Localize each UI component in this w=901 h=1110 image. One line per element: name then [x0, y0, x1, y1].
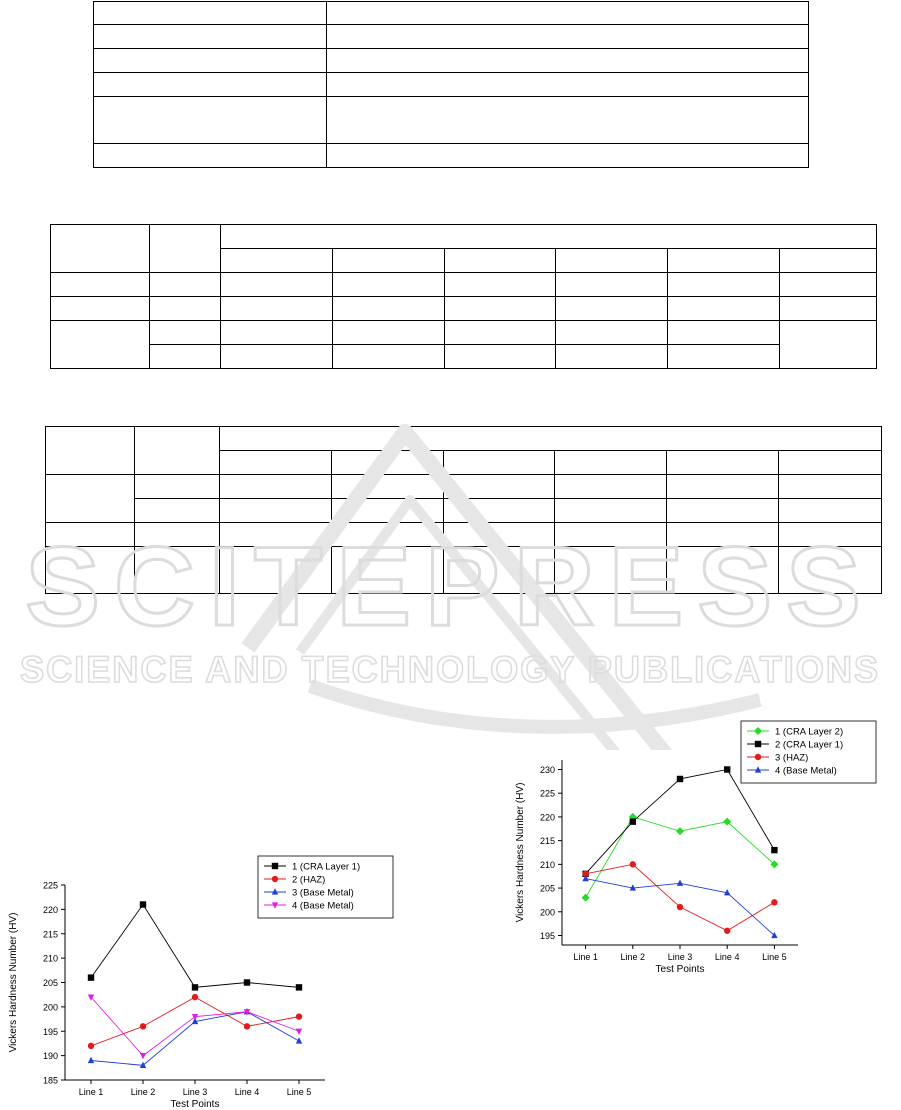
- table-cell: [221, 225, 877, 249]
- data-point: [192, 994, 198, 1000]
- data-point: [677, 904, 683, 910]
- table-cell: [556, 249, 668, 273]
- y-tick-label: 230: [539, 764, 555, 775]
- data-point: [88, 1043, 94, 1049]
- table-row: [51, 321, 877, 345]
- x-tick-label: Line 4: [234, 1087, 260, 1097]
- table-cell: [327, 49, 809, 73]
- table-cell: [135, 475, 220, 499]
- table-row: [94, 49, 809, 73]
- table-cell: [444, 499, 555, 523]
- y-tick-label: 195: [539, 931, 555, 942]
- table-cell: [445, 345, 556, 369]
- table-cell: [332, 451, 444, 475]
- x-axis-label: Test Points: [170, 1099, 220, 1110]
- y-tick-label: 220: [42, 904, 58, 915]
- data-point: [677, 776, 683, 782]
- y-tick-label: 200: [42, 1002, 58, 1013]
- table-cell: [220, 499, 332, 523]
- table-row: [94, 2, 809, 25]
- legend-label: 1 (CRA Layer 1): [292, 861, 361, 873]
- data-point: [724, 766, 730, 772]
- hardness-chart-2: [508, 720, 901, 982]
- table-cell: [333, 345, 445, 369]
- table-cell: [51, 321, 150, 369]
- data-point: [676, 827, 684, 835]
- table-cell: [779, 547, 882, 594]
- table-cell: [94, 144, 327, 168]
- y-tick-label: 205: [539, 883, 555, 894]
- table-cell: [332, 499, 444, 523]
- table-row: [51, 297, 877, 321]
- table-cell: [333, 249, 445, 273]
- table-cell: [556, 297, 668, 321]
- table-cell: [46, 547, 135, 594]
- table-row: [94, 73, 809, 97]
- table-cell: [51, 225, 150, 273]
- table-row: [51, 225, 877, 249]
- table-row: [51, 345, 877, 369]
- table-cell: [780, 321, 877, 369]
- table-cell: [135, 547, 220, 594]
- legend-label: 4 (Base Metal): [775, 765, 837, 777]
- data-point: [88, 1057, 94, 1063]
- table-cell: [220, 451, 332, 475]
- table-cell: [135, 499, 220, 523]
- table-cell: [668, 297, 780, 321]
- table-row: [46, 547, 882, 594]
- table-cell: [220, 427, 882, 451]
- table-cell: [780, 249, 877, 273]
- x-tick-label: Line 3: [667, 952, 693, 962]
- table-cell: [332, 547, 444, 594]
- table-cell: [220, 475, 332, 499]
- table-1: [93, 1, 809, 168]
- data-point: [192, 1014, 198, 1020]
- x-tick-label: Line 1: [573, 952, 598, 962]
- y-tick-label: 190: [42, 1051, 58, 1062]
- table-cell: [327, 97, 809, 144]
- data-point: [724, 928, 730, 934]
- table-cell: [555, 523, 667, 547]
- data-point: [296, 1013, 302, 1019]
- table-cell: [150, 321, 221, 345]
- table-cell: [445, 273, 556, 297]
- data-point: [630, 818, 636, 824]
- x-tick-label: Line 3: [182, 1087, 208, 1097]
- data-point: [296, 1037, 302, 1043]
- y-tick-label: 200: [539, 907, 555, 918]
- series-line: [586, 864, 775, 930]
- table-cell: [445, 249, 556, 273]
- y-tick-label: 225: [42, 880, 58, 891]
- table-cell: [668, 273, 780, 297]
- x-tick-label: Line 4: [714, 952, 740, 962]
- y-tick-label: 205: [42, 978, 58, 988]
- data-point: [192, 984, 198, 990]
- table-cell: [445, 297, 556, 321]
- table-cell: [94, 2, 327, 25]
- x-axis-label: Test Points: [655, 964, 705, 975]
- table-cell: [555, 475, 667, 499]
- data-point: [771, 847, 777, 853]
- data-point: [88, 974, 94, 980]
- table-cell: [667, 451, 779, 475]
- table-cell: [221, 297, 333, 321]
- watermark-tagline: SCIENCE AND TECHNOLOGY PUBLICATIONS: [20, 649, 880, 690]
- table-cell: [135, 427, 220, 475]
- table-cell: [444, 547, 555, 594]
- legend-swatch-marker: [755, 741, 761, 747]
- hardness-chart-1: [0, 855, 430, 1110]
- table-cell: [94, 97, 327, 144]
- table-row: [46, 499, 882, 523]
- watermark-brand: SCITEPRESS: [25, 524, 875, 649]
- table-cell: [445, 321, 556, 345]
- legend-label: 3 (Base Metal): [292, 887, 354, 899]
- y-tick-label: 220: [539, 812, 555, 823]
- table-row: [46, 475, 882, 499]
- table-cell: [332, 475, 444, 499]
- table-cell: [94, 25, 327, 49]
- data-point: [630, 861, 636, 867]
- series-line: [91, 997, 299, 1056]
- table-row: [46, 523, 882, 547]
- table-cell: [46, 475, 135, 523]
- table-cell: [556, 321, 668, 345]
- table-cell: [51, 297, 150, 321]
- table-cell: [780, 297, 877, 321]
- y-tick-label: 210: [42, 953, 58, 964]
- data-point: [296, 984, 302, 990]
- table-cell: [94, 73, 327, 97]
- table-cell: [94, 49, 327, 73]
- table-cell: [667, 523, 779, 547]
- table-3: [45, 426, 882, 594]
- table-cell: [135, 523, 220, 547]
- table-cell: [668, 321, 780, 345]
- y-tick-label: 225: [539, 788, 555, 799]
- table-cell: [555, 451, 667, 475]
- table-cell: [221, 273, 333, 297]
- table-cell: [220, 523, 332, 547]
- series-group: [582, 861, 777, 934]
- table-row: [94, 144, 809, 168]
- table-cell: [333, 297, 445, 321]
- legend-label: 2 (CRA Layer 1): [775, 739, 844, 751]
- table-cell: [444, 523, 555, 547]
- table-cell: [221, 321, 333, 345]
- table-cell: [220, 547, 332, 594]
- table-2: [50, 224, 877, 369]
- table-cell: [668, 345, 780, 369]
- table-cell: [555, 499, 667, 523]
- series-group: [88, 995, 302, 1060]
- table-cell: [150, 225, 221, 273]
- table-cell: [555, 547, 667, 594]
- table-row: [46, 427, 882, 451]
- table-cell: [556, 345, 668, 369]
- table-cell: [327, 144, 809, 168]
- y-axis-label: Vickers Hardness Number (HV): [8, 912, 19, 1053]
- x-tick-label: Line 1: [78, 1087, 104, 1097]
- table-cell: [667, 547, 779, 594]
- y-tick-label: 185: [42, 1075, 58, 1086]
- table-cell: [444, 475, 555, 499]
- data-point: [140, 1053, 146, 1059]
- legend-label: 4 (Base Metal): [292, 900, 354, 912]
- x-tick-label: Line 5: [762, 952, 787, 962]
- table-cell: [150, 297, 221, 321]
- table-cell: [779, 499, 882, 523]
- table-cell: [46, 427, 135, 475]
- table-cell: [332, 523, 444, 547]
- table-cell: [667, 475, 779, 499]
- table-cell: [333, 273, 445, 297]
- data-point: [296, 1029, 302, 1035]
- y-axis-label: Vickers Hardness Number (HV): [515, 782, 526, 923]
- table-cell: [779, 523, 882, 547]
- table-row: [94, 25, 809, 49]
- table-cell: [444, 451, 555, 475]
- data-point: [771, 899, 777, 905]
- data-point: [677, 880, 683, 886]
- legend-swatch-marker: [272, 863, 278, 869]
- y-tick-label: 195: [42, 1026, 58, 1037]
- table-row: [94, 97, 809, 144]
- table-cell: [668, 249, 780, 273]
- table-cell: [327, 2, 809, 25]
- table-cell: [667, 499, 779, 523]
- table-cell: [51, 273, 150, 297]
- data-point: [140, 1023, 146, 1029]
- x-tick-label: Line 5: [286, 1087, 312, 1097]
- series-group: [582, 813, 779, 902]
- data-point: [771, 932, 777, 938]
- legend-label: 3 (HAZ): [775, 752, 809, 764]
- legend-label: 2 (HAZ): [292, 874, 326, 886]
- x-tick-label: Line 2: [620, 952, 646, 962]
- legend-swatch-marker: [755, 754, 761, 760]
- table-cell: [780, 273, 877, 297]
- table-cell: [327, 25, 809, 49]
- table-cell: [333, 321, 445, 345]
- table-cell: [221, 345, 333, 369]
- x-tick-label: Line 2: [130, 1087, 156, 1097]
- legend-swatch-marker: [272, 876, 278, 882]
- y-tick-label: 210: [539, 859, 555, 870]
- table-cell: [150, 273, 221, 297]
- table-cell: [779, 475, 882, 499]
- table-cell: [779, 451, 882, 475]
- y-tick-label: 215: [42, 929, 58, 940]
- series-line: [586, 769, 775, 873]
- data-point: [582, 894, 590, 902]
- data-point: [140, 901, 146, 907]
- legend-label: 1 (CRA Layer 2): [775, 726, 844, 738]
- table-cell: [556, 273, 668, 297]
- table-cell: [46, 523, 135, 547]
- table-cell: [150, 345, 221, 369]
- table-row: [51, 273, 877, 297]
- table-cell: [327, 73, 809, 97]
- table-cell: [221, 249, 333, 273]
- data-point: [244, 1023, 250, 1029]
- y-tick-label: 215: [539, 836, 555, 847]
- data-point: [244, 979, 250, 985]
